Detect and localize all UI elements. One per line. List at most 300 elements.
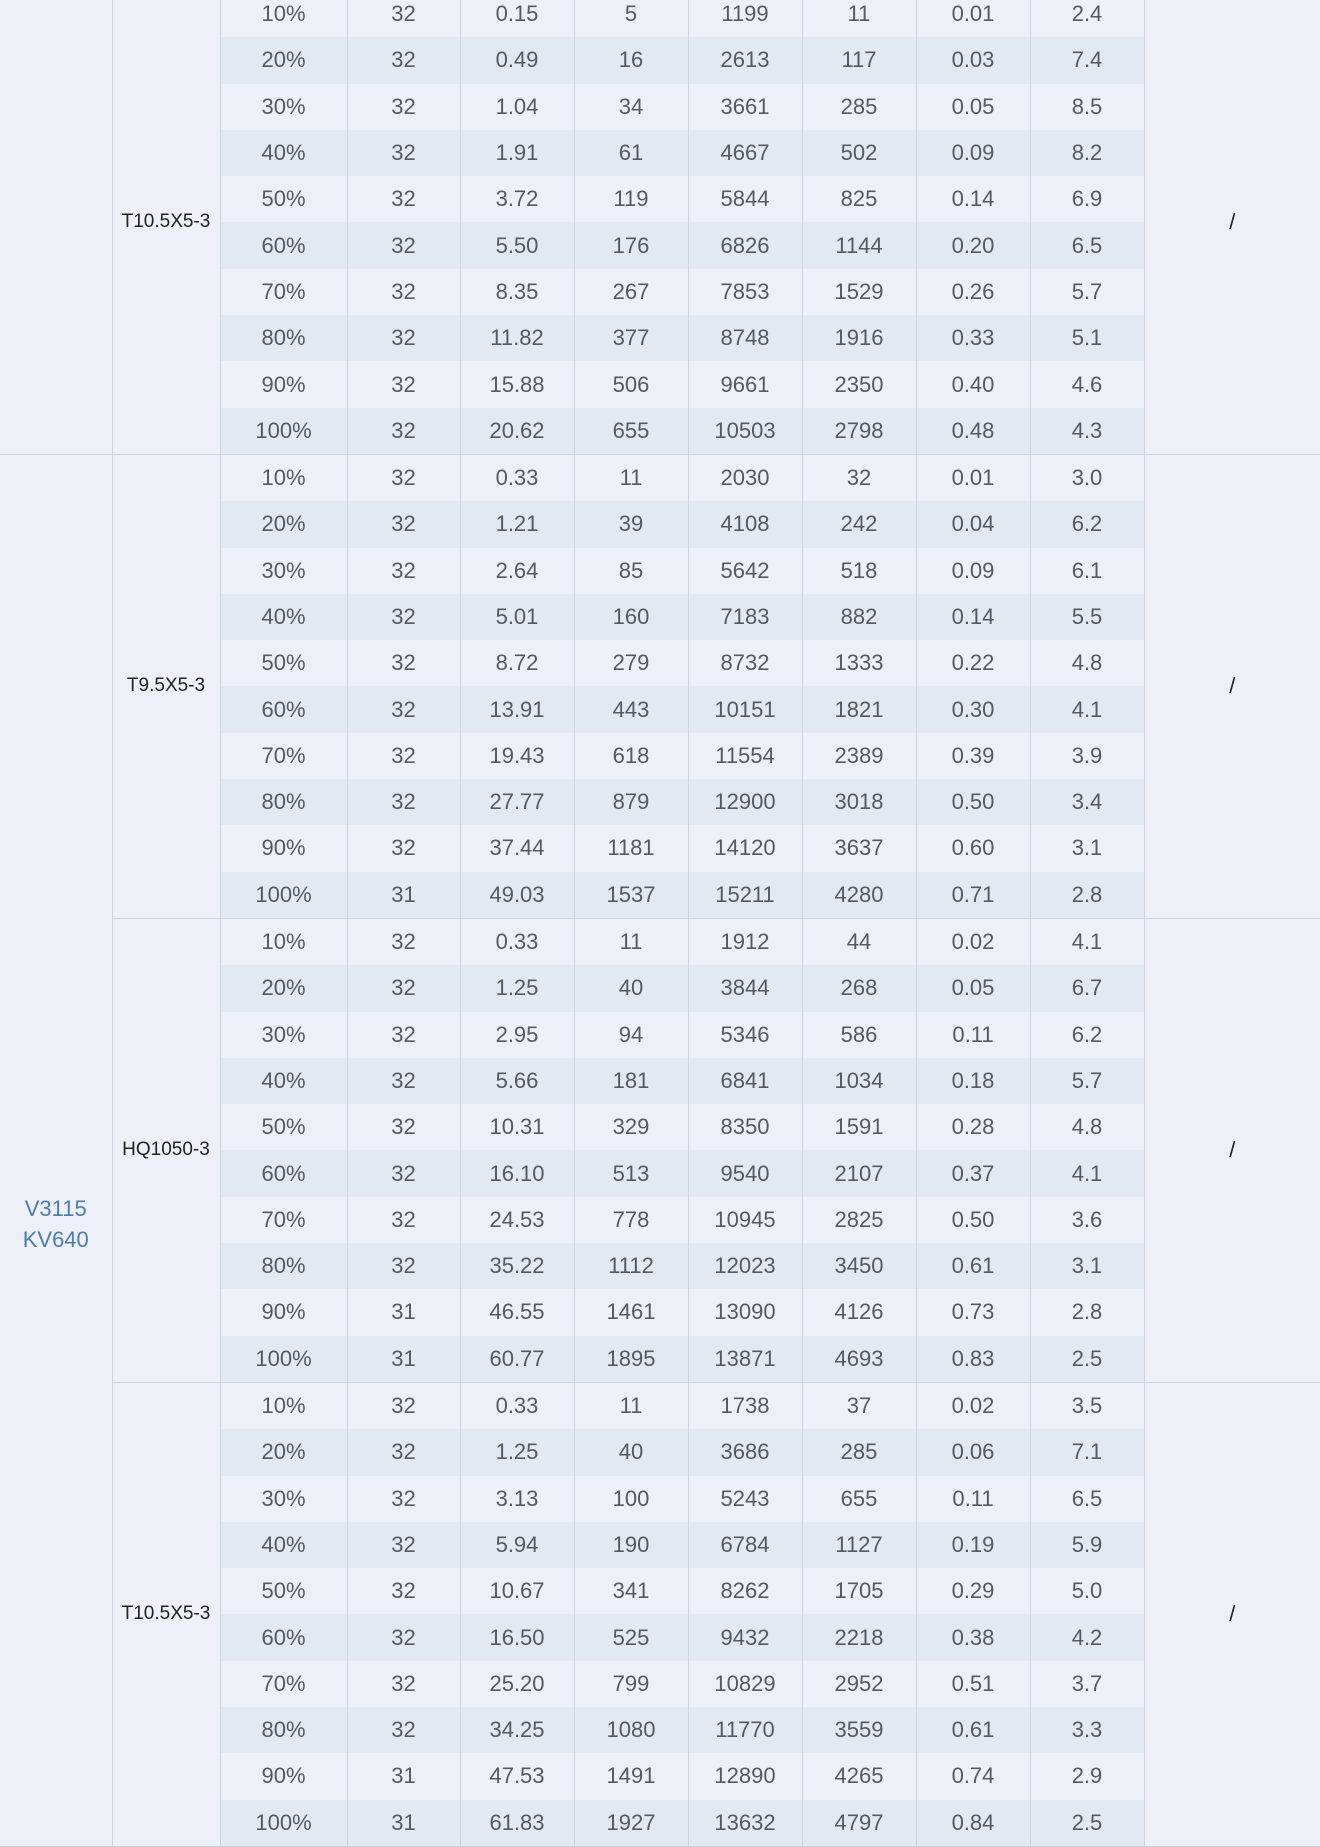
- thrust-cell: 1916: [802, 315, 916, 361]
- power-cell: 618: [574, 733, 688, 779]
- efficiency-cell: 5.1: [1030, 315, 1144, 361]
- efficiency-cell: 3.1: [1030, 1243, 1144, 1289]
- efficiency-cell: 5.7: [1030, 269, 1144, 315]
- speed-cell: 4667: [688, 130, 802, 176]
- speed-cell: 8350: [688, 1104, 802, 1150]
- thrust-cell: 502: [802, 130, 916, 176]
- efficiency-cell: 8.2: [1030, 130, 1144, 176]
- power-cell: 1895: [574, 1336, 688, 1383]
- efficiency-cell: 3.0: [1030, 454, 1144, 501]
- voltage-cell: 32: [347, 1104, 460, 1150]
- power-cell: 85: [574, 548, 688, 594]
- torque-cell: 0.22: [916, 640, 1030, 686]
- efficiency-cell: 4.8: [1030, 1104, 1144, 1150]
- current-cell: 8.35: [460, 269, 574, 315]
- current-cell: 1.25: [460, 1429, 574, 1475]
- speed-cell: 12890: [688, 1753, 802, 1799]
- throttle-cell: 60%: [220, 1150, 347, 1196]
- power-cell: 377: [574, 315, 688, 361]
- thrust-cell: 11: [802, 0, 916, 37]
- current-cell: 2.95: [460, 1012, 574, 1058]
- voltage-cell: 32: [347, 1243, 460, 1289]
- throttle-cell: 30%: [220, 548, 347, 594]
- torque-cell: 0.84: [916, 1800, 1030, 1847]
- current-cell: 20.62: [460, 408, 574, 455]
- power-cell: 94: [574, 1012, 688, 1058]
- torque-cell: 0.09: [916, 130, 1030, 176]
- current-cell: 1.25: [460, 965, 574, 1011]
- voltage-cell: 32: [347, 37, 460, 83]
- thrust-cell: 2350: [802, 361, 916, 407]
- power-cell: 190: [574, 1522, 688, 1568]
- throttle-cell: 80%: [220, 779, 347, 825]
- current-cell: 34.25: [460, 1707, 574, 1753]
- throttle-cell: 70%: [220, 733, 347, 779]
- efficiency-cell: 4.2: [1030, 1614, 1144, 1660]
- thrust-cell: 37: [802, 1382, 916, 1429]
- throttle-cell: 100%: [220, 1336, 347, 1383]
- speed-cell: 2030: [688, 454, 802, 501]
- thrust-cell: 117: [802, 37, 916, 83]
- speed-cell: 13632: [688, 1800, 802, 1847]
- power-cell: 40: [574, 965, 688, 1011]
- torque-cell: 0.60: [916, 825, 1030, 871]
- efficiency-cell: 2.5: [1030, 1336, 1144, 1383]
- power-cell: 267: [574, 269, 688, 315]
- voltage-cell: 32: [347, 686, 460, 732]
- throttle-cell: 30%: [220, 84, 347, 130]
- power-cell: 525: [574, 1614, 688, 1660]
- voltage-cell: 32: [347, 825, 460, 871]
- speed-cell: 14120: [688, 825, 802, 871]
- speed-cell: 13871: [688, 1336, 802, 1383]
- throttle-cell: 90%: [220, 361, 347, 407]
- power-cell: 100: [574, 1476, 688, 1522]
- torque-cell: 0.38: [916, 1614, 1030, 1660]
- efficiency-cell: 6.1: [1030, 548, 1144, 594]
- voltage-cell: 32: [347, 1522, 460, 1568]
- torque-cell: 0.37: [916, 1150, 1030, 1196]
- voltage-cell: 31: [347, 872, 460, 919]
- torque-cell: 0.04: [916, 501, 1030, 547]
- speed-cell: 5243: [688, 1476, 802, 1522]
- efficiency-cell: 2.9: [1030, 1753, 1144, 1799]
- throttle-cell: 10%: [220, 1382, 347, 1429]
- power-cell: 799: [574, 1661, 688, 1707]
- throttle-cell: 70%: [220, 1661, 347, 1707]
- current-cell: 35.22: [460, 1243, 574, 1289]
- torque-cell: 0.06: [916, 1429, 1030, 1475]
- current-cell: 0.49: [460, 37, 574, 83]
- thrust-cell: 2952: [802, 1661, 916, 1707]
- voltage-cell: 32: [347, 315, 460, 361]
- power-cell: 1537: [574, 872, 688, 919]
- efficiency-cell: 3.7: [1030, 1661, 1144, 1707]
- speed-cell: 15211: [688, 872, 802, 919]
- efficiency-cell: 4.3: [1030, 408, 1144, 455]
- current-cell: 5.50: [460, 222, 574, 268]
- thrust-cell: 1034: [802, 1058, 916, 1104]
- thrust-cell: 655: [802, 1476, 916, 1522]
- throttle-cell: 40%: [220, 130, 347, 176]
- throttle-cell: 50%: [220, 1104, 347, 1150]
- throttle-cell: 40%: [220, 1058, 347, 1104]
- power-cell: 1080: [574, 1707, 688, 1753]
- efficiency-cell: 4.6: [1030, 361, 1144, 407]
- power-cell: 176: [574, 222, 688, 268]
- torque-cell: 0.28: [916, 1104, 1030, 1150]
- efficiency-cell: 2.5: [1030, 1800, 1144, 1847]
- torque-cell: 0.61: [916, 1707, 1030, 1753]
- efficiency-cell: 2.8: [1030, 872, 1144, 919]
- power-cell: 119: [574, 176, 688, 222]
- speed-cell: 6826: [688, 222, 802, 268]
- power-cell: 11: [574, 454, 688, 501]
- power-cell: 1181: [574, 825, 688, 871]
- power-cell: 513: [574, 1150, 688, 1196]
- voltage-cell: 31: [347, 1336, 460, 1383]
- torque-cell: 0.74: [916, 1753, 1030, 1799]
- current-cell: 8.72: [460, 640, 574, 686]
- torque-cell: 0.73: [916, 1289, 1030, 1335]
- thrust-cell: 1821: [802, 686, 916, 732]
- efficiency-cell: 6.2: [1030, 501, 1144, 547]
- efficiency-cell: 3.1: [1030, 825, 1144, 871]
- current-cell: 2.64: [460, 548, 574, 594]
- speed-cell: 3661: [688, 84, 802, 130]
- throttle-cell: 80%: [220, 1707, 347, 1753]
- throttle-cell: 90%: [220, 1753, 347, 1799]
- speed-cell: 11770: [688, 1707, 802, 1753]
- throttle-cell: 100%: [220, 1800, 347, 1847]
- thrust-cell: 242: [802, 501, 916, 547]
- power-cell: 61: [574, 130, 688, 176]
- throttle-cell: 10%: [220, 0, 347, 37]
- voltage-cell: 32: [347, 594, 460, 640]
- throttle-cell: 20%: [220, 501, 347, 547]
- efficiency-cell: 5.9: [1030, 1522, 1144, 1568]
- power-cell: 11: [574, 1382, 688, 1429]
- torque-cell: 0.50: [916, 1197, 1030, 1243]
- current-cell: 15.88: [460, 361, 574, 407]
- throttle-cell: 40%: [220, 1522, 347, 1568]
- voltage-cell: 32: [347, 779, 460, 825]
- speed-cell: 1912: [688, 918, 802, 965]
- thrust-cell: 268: [802, 965, 916, 1011]
- motor-model-line: V3115: [24, 1195, 87, 1221]
- voltage-cell: 32: [347, 1150, 460, 1196]
- thrust-cell: 3450: [802, 1243, 916, 1289]
- speed-cell: 7183: [688, 594, 802, 640]
- torque-cell: 0.29: [916, 1568, 1030, 1614]
- speed-cell: 5346: [688, 1012, 802, 1058]
- thrust-cell: 1705: [802, 1568, 916, 1614]
- torque-cell: 0.51: [916, 1661, 1030, 1707]
- power-cell: 39: [574, 501, 688, 547]
- speed-cell: 7853: [688, 269, 802, 315]
- motor-model-cell: [0, 454, 112, 1846]
- current-cell: 13.91: [460, 686, 574, 732]
- remark-cell: /: [1144, 454, 1320, 918]
- power-cell: 1461: [574, 1289, 688, 1335]
- torque-cell: 0.61: [916, 1243, 1030, 1289]
- voltage-cell: 32: [347, 1382, 460, 1429]
- efficiency-cell: 8.5: [1030, 84, 1144, 130]
- motor-model-line: KV640: [22, 1226, 89, 1252]
- thrust-cell: 4265: [802, 1753, 916, 1799]
- throttle-cell: 10%: [220, 454, 347, 501]
- thrust-cell: 285: [802, 1429, 916, 1475]
- speed-cell: 10151: [688, 686, 802, 732]
- speed-cell: 8262: [688, 1568, 802, 1614]
- propeller-cell: T9.5X5-3: [112, 454, 220, 918]
- current-cell: 10.31: [460, 1104, 574, 1150]
- thrust-cell: 1144: [802, 222, 916, 268]
- torque-cell: 0.50: [916, 779, 1030, 825]
- thrust-cell: 2218: [802, 1614, 916, 1660]
- power-cell: 34: [574, 84, 688, 130]
- torque-cell: 0.20: [916, 222, 1030, 268]
- voltage-cell: 32: [347, 222, 460, 268]
- current-cell: 0.33: [460, 454, 574, 501]
- efficiency-cell: 6.9: [1030, 176, 1144, 222]
- thrust-cell: 1529: [802, 269, 916, 315]
- current-cell: 5.01: [460, 594, 574, 640]
- speed-cell: 2613: [688, 37, 802, 83]
- table-row: [0, 0, 1320, 37]
- throttle-cell: 40%: [220, 594, 347, 640]
- voltage-cell: 32: [347, 1614, 460, 1660]
- speed-cell: 1738: [688, 1382, 802, 1429]
- throttle-cell: 20%: [220, 965, 347, 1011]
- thrust-cell: 2107: [802, 1150, 916, 1196]
- remark-cell: /: [1144, 918, 1320, 1382]
- voltage-cell: 32: [347, 640, 460, 686]
- current-cell: 49.03: [460, 872, 574, 919]
- remark-cell: /: [1144, 0, 1320, 454]
- efficiency-cell: 6.5: [1030, 222, 1144, 268]
- motor-model-cell-continued: [0, 0, 112, 454]
- speed-cell: 9661: [688, 361, 802, 407]
- torque-cell: 0.01: [916, 454, 1030, 501]
- throttle-cell: 50%: [220, 176, 347, 222]
- thrust-cell: 4126: [802, 1289, 916, 1335]
- current-cell: 47.53: [460, 1753, 574, 1799]
- throttle-cell: 10%: [220, 918, 347, 965]
- current-cell: 0.33: [460, 918, 574, 965]
- voltage-cell: 31: [347, 1800, 460, 1847]
- torque-cell: 0.40: [916, 361, 1030, 407]
- thrust-cell: 3018: [802, 779, 916, 825]
- throttle-cell: 30%: [220, 1012, 347, 1058]
- efficiency-cell: 7.1: [1030, 1429, 1144, 1475]
- thrust-cell: 518: [802, 548, 916, 594]
- efficiency-cell: 6.5: [1030, 1476, 1144, 1522]
- throttle-cell: 70%: [220, 1197, 347, 1243]
- voltage-cell: 31: [347, 1289, 460, 1335]
- efficiency-cell: 4.1: [1030, 686, 1144, 732]
- speed-cell: 13090: [688, 1289, 802, 1335]
- torque-cell: 0.03: [916, 37, 1030, 83]
- voltage-cell: 32: [347, 1707, 460, 1753]
- speed-cell: 10829: [688, 1661, 802, 1707]
- throttle-cell: 50%: [220, 1568, 347, 1614]
- speed-cell: 4108: [688, 501, 802, 547]
- current-cell: 5.66: [460, 1058, 574, 1104]
- throttle-cell: 30%: [220, 1476, 347, 1522]
- throttle-cell: 60%: [220, 1614, 347, 1660]
- power-cell: 40: [574, 1429, 688, 1475]
- speed-cell: 9540: [688, 1150, 802, 1196]
- efficiency-cell: 2.8: [1030, 1289, 1144, 1335]
- speed-cell: 11554: [688, 733, 802, 779]
- torque-cell: 0.30: [916, 686, 1030, 732]
- torque-cell: 0.48: [916, 408, 1030, 455]
- current-cell: 16.50: [460, 1614, 574, 1660]
- speed-cell: 5844: [688, 176, 802, 222]
- power-cell: 329: [574, 1104, 688, 1150]
- efficiency-cell: 6.2: [1030, 1012, 1144, 1058]
- voltage-cell: 32: [347, 918, 460, 965]
- table-row: [0, 1382, 1320, 1429]
- torque-cell: 0.33: [916, 315, 1030, 361]
- speed-cell: 5642: [688, 548, 802, 594]
- current-cell: 0.33: [460, 1382, 574, 1429]
- efficiency-cell: 6.7: [1030, 965, 1144, 1011]
- voltage-cell: 32: [347, 1429, 460, 1475]
- efficiency-cell: 4.8: [1030, 640, 1144, 686]
- thrust-cell: 4797: [802, 1800, 916, 1847]
- torque-cell: 0.14: [916, 176, 1030, 222]
- power-cell: 879: [574, 779, 688, 825]
- thrust-cell: 1591: [802, 1104, 916, 1150]
- torque-cell: 0.39: [916, 733, 1030, 779]
- power-cell: 181: [574, 1058, 688, 1104]
- power-cell: 279: [574, 640, 688, 686]
- remark-cell: /: [1144, 1382, 1320, 1846]
- current-cell: 19.43: [460, 733, 574, 779]
- torque-cell: 0.19: [916, 1522, 1030, 1568]
- speed-cell: 8748: [688, 315, 802, 361]
- throttle-cell: 80%: [220, 1243, 347, 1289]
- efficiency-cell: 2.4: [1030, 0, 1144, 37]
- speed-cell: 3844: [688, 965, 802, 1011]
- thrust-cell: 2389: [802, 733, 916, 779]
- power-cell: 1927: [574, 1800, 688, 1847]
- efficiency-cell: 3.9: [1030, 733, 1144, 779]
- voltage-cell: 32: [347, 1197, 460, 1243]
- power-cell: 506: [574, 361, 688, 407]
- speed-cell: 10503: [688, 408, 802, 455]
- voltage-cell: 32: [347, 408, 460, 455]
- efficiency-cell: 3.4: [1030, 779, 1144, 825]
- power-cell: 655: [574, 408, 688, 455]
- torque-cell: 0.02: [916, 1382, 1030, 1429]
- thrust-cell: 2798: [802, 408, 916, 455]
- torque-cell: 0.11: [916, 1012, 1030, 1058]
- torque-cell: 0.18: [916, 1058, 1030, 1104]
- current-cell: 16.10: [460, 1150, 574, 1196]
- power-cell: 1112: [574, 1243, 688, 1289]
- table-row: [0, 918, 1320, 965]
- current-cell: 1.21: [460, 501, 574, 547]
- power-cell: 11: [574, 918, 688, 965]
- torque-cell: 0.26: [916, 269, 1030, 315]
- efficiency-cell: 5.0: [1030, 1568, 1144, 1614]
- table-row: [0, 454, 1320, 501]
- propeller-cell: T10.5X5-3: [112, 0, 220, 454]
- current-cell: 25.20: [460, 1661, 574, 1707]
- current-cell: 5.94: [460, 1522, 574, 1568]
- speed-cell: 10945: [688, 1197, 802, 1243]
- current-cell: 24.53: [460, 1197, 574, 1243]
- thrust-cell: 285: [802, 84, 916, 130]
- torque-cell: 0.71: [916, 872, 1030, 919]
- current-cell: 1.04: [460, 84, 574, 130]
- power-cell: 1491: [574, 1753, 688, 1799]
- voltage-cell: 32: [347, 1058, 460, 1104]
- voltage-cell: 32: [347, 361, 460, 407]
- current-cell: 3.72: [460, 176, 574, 222]
- propeller-cell: HQ1050-3: [112, 918, 220, 1382]
- current-cell: 3.13: [460, 1476, 574, 1522]
- power-cell: 160: [574, 594, 688, 640]
- voltage-cell: 32: [347, 548, 460, 594]
- torque-cell: 0.01: [916, 0, 1030, 37]
- torque-cell: 0.11: [916, 1476, 1030, 1522]
- voltage-cell: 32: [347, 454, 460, 501]
- speed-cell: 12900: [688, 779, 802, 825]
- voltage-cell: 32: [347, 0, 460, 37]
- current-cell: 11.82: [460, 315, 574, 361]
- speed-cell: 6784: [688, 1522, 802, 1568]
- throttle-cell: 60%: [220, 222, 347, 268]
- voltage-cell: 32: [347, 130, 460, 176]
- throttle-cell: 80%: [220, 315, 347, 361]
- efficiency-cell: 7.4: [1030, 37, 1144, 83]
- thrust-cell: 825: [802, 176, 916, 222]
- voltage-cell: 32: [347, 269, 460, 315]
- power-cell: 443: [574, 686, 688, 732]
- efficiency-cell: 5.7: [1030, 1058, 1144, 1104]
- efficiency-cell: 3.5: [1030, 1382, 1144, 1429]
- voltage-cell: 32: [347, 501, 460, 547]
- voltage-cell: 32: [347, 965, 460, 1011]
- efficiency-cell: 3.6: [1030, 1197, 1144, 1243]
- throttle-cell: 20%: [220, 37, 347, 83]
- torque-cell: 0.14: [916, 594, 1030, 640]
- throttle-cell: 70%: [220, 269, 347, 315]
- thrust-cell: 32: [802, 454, 916, 501]
- thrust-cell: 44: [802, 918, 916, 965]
- voltage-cell: 32: [347, 84, 460, 130]
- thrust-cell: 4280: [802, 872, 916, 919]
- voltage-cell: 32: [347, 1661, 460, 1707]
- thrust-cell: 1127: [802, 1522, 916, 1568]
- efficiency-cell: 5.5: [1030, 594, 1144, 640]
- torque-cell: 0.09: [916, 548, 1030, 594]
- throttle-cell: 100%: [220, 872, 347, 919]
- thrust-cell: 3637: [802, 825, 916, 871]
- power-cell: 341: [574, 1568, 688, 1614]
- thrust-cell: 882: [802, 594, 916, 640]
- torque-cell: 0.05: [916, 965, 1030, 1011]
- power-cell: 16: [574, 37, 688, 83]
- efficiency-cell: 4.1: [1030, 1150, 1144, 1196]
- current-cell: 61.83: [460, 1800, 574, 1847]
- throttle-cell: 90%: [220, 1289, 347, 1335]
- torque-cell: 0.83: [916, 1336, 1030, 1383]
